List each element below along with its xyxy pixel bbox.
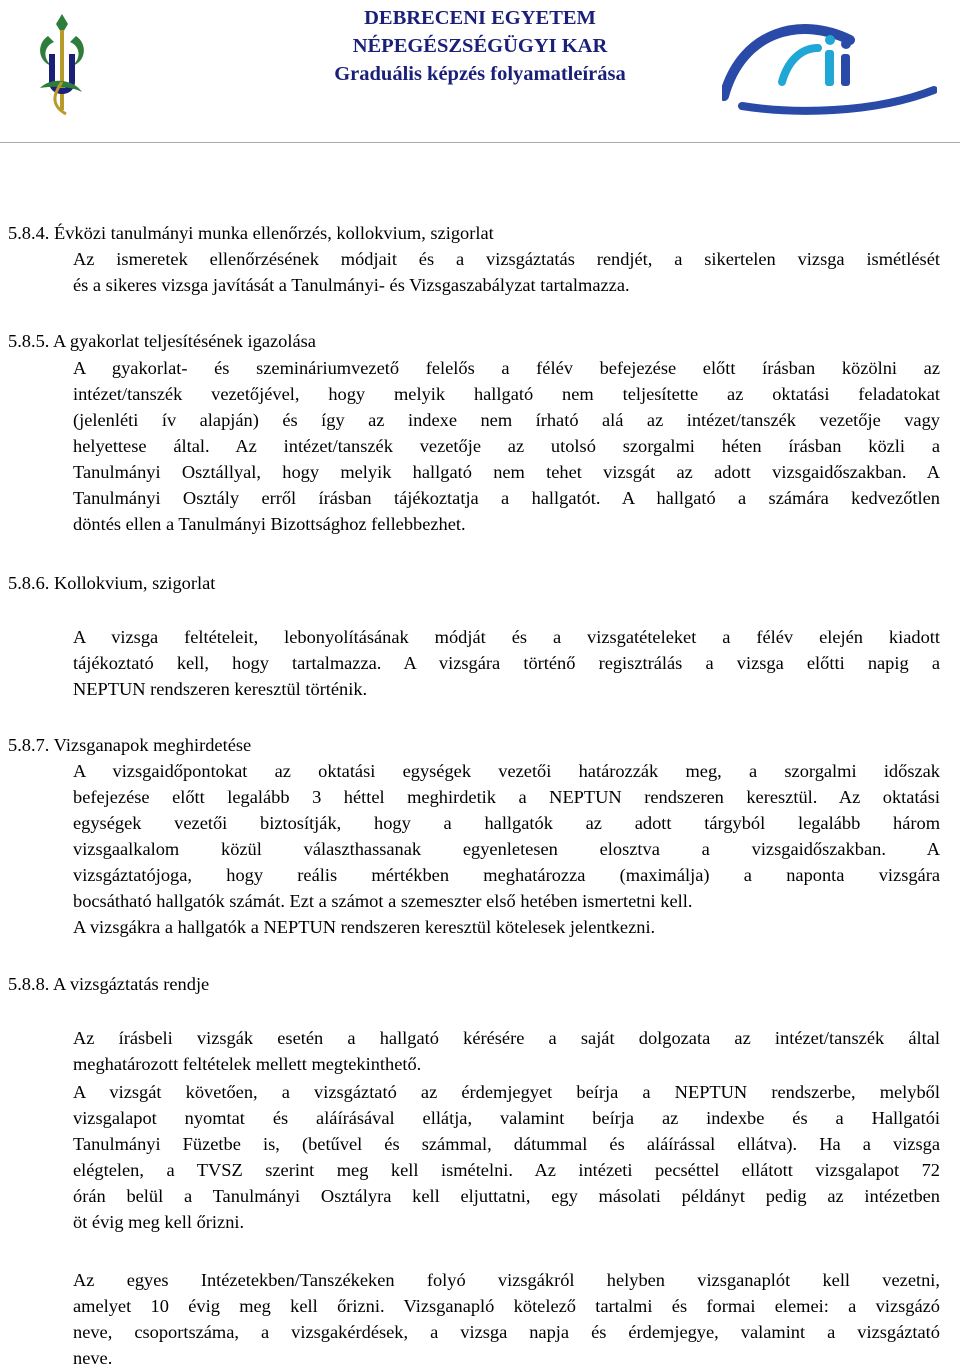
- text-line: vizsgáztatójoga, hogy reális mértékben meghatározza (maximálja) a naponta vizsgára: [73, 865, 940, 885]
- page-header: [0, 0, 960, 125]
- text-line: (jelenléti ív alapján) és így az indexe nem írható alá az intézet/tanszék vezetője vagy: [73, 410, 940, 430]
- text-line: intézet/tanszék vezetőjével, hogy melyik hallgató nem teljesítette az oktatási feladatokat: [73, 384, 940, 404]
- section-heading-5-8-5: 5.8.5. A gyakorlat teljesítésének igazolása: [8, 331, 316, 351]
- section-text-5-8-6: [73, 624, 940, 702]
- text-line: egységek vezetői biztosítják, hogy a hallgatók az adott tárgyból legalább három: [73, 813, 940, 833]
- text-line: tájékoztató kell, hogy tartalmazza. A vizsgára történő regisztrálás a vizsga előtti napig a: [73, 653, 940, 673]
- section-text-5-8-7: [73, 758, 940, 940]
- text-line: A gyakorlat- és szemináriumvezető felelős a félév befejezése előtt írásban közölni az: [73, 358, 940, 378]
- text-line: elégtelen, a TVSZ szerint meg kell ismételni. Az intézeti pecséttel ellátott vizsgalapot 72: [73, 1160, 940, 1180]
- header-university: DEBRECENI EGYETEM: [364, 7, 596, 29]
- text-line: Tanulmányi Füzetbe is, (betűvel és számmal, dátummal és aláírással ellátva). Ha a vizsga: [73, 1134, 940, 1154]
- section-heading-5-8-4: 5.8.4. Évközi tanulmányi munka ellenőrzés, kollokvium, szigorlat: [8, 223, 494, 243]
- section-heading-5-8-7: 5.8.7. Vizsganapok meghirdetése: [8, 735, 252, 755]
- text-line: neve.: [73, 1348, 113, 1368]
- faculty-logo: [722, 10, 937, 120]
- text-line: öt évig meg kell őrizni.: [73, 1212, 245, 1232]
- text-line: bocsátható hallgatók számát. Ezt a számot a szemeszter első hetében ismertetni kell.: [73, 891, 693, 911]
- text-line: Tanulmányi Osztály erről írásban tájékoztatja a hallgatót. A hallgató a számára kedvezőtlen: [73, 488, 940, 508]
- text-line: vizsgalapot nyomtat és aláírásával ellátja, valamint beírja az indexbe és a Hallgatói: [73, 1108, 940, 1128]
- header-document-title: Graduális képzés folyamatleírása: [334, 63, 626, 85]
- text-line: meghatározott feltételek mellett megtekinthető.: [73, 1054, 422, 1074]
- section-heading-5-8-6: 5.8.6. Kollokvium, szigorlat: [8, 573, 216, 593]
- text-line: Az egyes Intézetekben/Tanszékeken folyó vizsgákról helyben vizsganaplót kell vezetni,: [73, 1270, 940, 1290]
- text-line: A vizsga feltételeit, lebonyolításának módját és a vizsgatételeket a félév elején kiadott: [73, 627, 940, 647]
- text-line: Az ismeretek ellenőrzésének módjait és a vizsgáztatás rendjét, a sikertelen vizsga ismétlését: [73, 249, 940, 269]
- section-text-5-8-8-p3: [73, 1267, 940, 1371]
- section-text-5-8-4: [73, 246, 940, 298]
- section-heading-5-8-8: 5.8.8. A vizsgáztatás rendje: [8, 974, 210, 994]
- header-faculty: NÉPEGÉSZSÉGÜGYI KAR: [352, 35, 608, 57]
- text-line: döntés ellen a Tanulmányi Bizottsághoz fellebbezhet.: [73, 514, 466, 534]
- section-text-5-8-8-p2: [73, 1079, 940, 1235]
- text-line: A vizsgaidőpontokat az oktatási egységek vezetői határozzák meg, a szorgalmi időszak: [73, 761, 940, 781]
- section-text-5-8-5: [73, 355, 940, 537]
- section-text-5-8-8-p1: [73, 1025, 940, 1077]
- text-line: órán belül a Tanulmányi Osztályra kell eljuttatni, egy másolati példányt pedig az intézetben: [73, 1186, 940, 1206]
- text-line: A vizsgát követően, a vizsgáztató az érdemjegyet beírja a NEPTUN rendszerbe, melyből: [73, 1082, 940, 1102]
- text-line: Tanulmányi Osztállyal, hogy melyik hallgató nem tehet vizsgát az adott vizsgaidőszakban. A: [73, 462, 940, 482]
- text-line: vizsgaalkalom közül választhassanak egyenletesen elosztva a vizsgaidőszakban. A: [73, 839, 940, 859]
- text-line: neve, csoportszáma, a vizsgakérdések, a vizsga napja és érdemjegye, valamint a vizsgáztató: [73, 1322, 940, 1342]
- text-line: és a sikeres vizsga javítását a Tanulmányi- és Vizsgaszabályzat tartalmazza.: [73, 275, 630, 295]
- text-line: amelyet 10 évig meg kell őrizni. Vizsganapló kötelező tartalmi és formai elemei: a vizsgázó: [73, 1296, 940, 1316]
- university-crest-logo: [22, 10, 102, 118]
- text-line: A vizsgákra a hallgatók a NEPTUN rendszeren keresztül kötelesek jelentkezni.: [73, 917, 656, 937]
- text-line: NEPTUN rendszeren keresztül történik.: [73, 679, 368, 699]
- text-line: Az írásbeli vizsgák esetén a hallgató kérésére a saját dolgozata az intézet/tanszék által: [73, 1028, 940, 1048]
- text-line: befejezése előtt legalább 3 héttel meghirdetik a NEPTUN rendszeren keresztül. Az oktatási: [73, 787, 940, 807]
- text-line: helyettese által. Az intézet/tanszék vezetője az utolsó szorgalmi héten írásban közli a: [73, 436, 940, 456]
- header-divider: [0, 142, 960, 143]
- header-title-block: [290, 4, 670, 88]
